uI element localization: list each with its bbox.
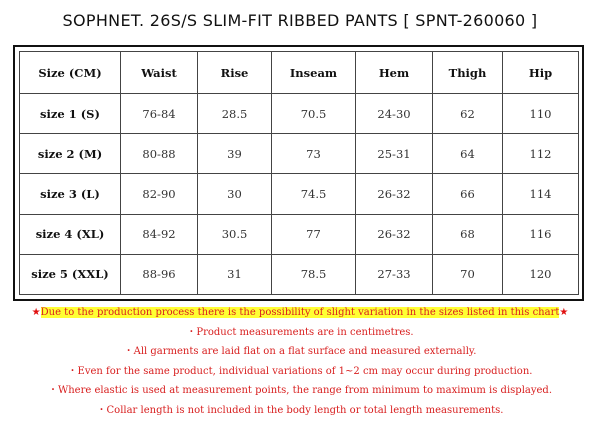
hem-value: 24-30 (356, 94, 433, 134)
hem-value: 25-31 (356, 134, 433, 174)
inseam-value: 77 (272, 214, 356, 254)
rise-value: 30.5 (198, 214, 272, 254)
size-label: size 5 (XXL) (20, 254, 121, 294)
disclaimer-highlight: Due to the production process there is the possibility of slight variation in the sizes listed in this chart (40, 307, 560, 318)
size-chart-frame (13, 45, 584, 301)
hem-value: 26-32 (356, 174, 433, 214)
header-hem: Hem (356, 52, 433, 94)
hip-value: 120 (503, 254, 579, 294)
size-label: size 3 (L) (20, 174, 121, 214)
size-label: size 1 (S) (20, 94, 121, 134)
inseam-value: 70.5 (272, 94, 356, 134)
note-item: ・Even for the same product, individual variations of 1~2 cm may occur during production. (67, 365, 533, 377)
waist-value: 82-90 (121, 174, 198, 214)
inseam-value: 73 (272, 134, 356, 174)
header-waist: Waist (121, 52, 198, 94)
hem-value: 26-32 (356, 214, 433, 254)
size-chart-table (19, 51, 579, 295)
table-row (20, 254, 579, 294)
thigh-value: 66 (433, 174, 503, 214)
table-row (20, 94, 579, 134)
disclaimer-line (0, 303, 600, 323)
size-label: size 4 (XL) (20, 214, 121, 254)
hip-value: 116 (503, 214, 579, 254)
inseam-value: 74.5 (272, 174, 356, 214)
header-size: Size (CM) (20, 52, 121, 94)
thigh-value: 70 (433, 254, 503, 294)
rise-value: 30 (198, 174, 272, 214)
table-header-row (20, 52, 579, 94)
thigh-value: 64 (433, 134, 503, 174)
table-row (20, 134, 579, 174)
table-row (20, 174, 579, 214)
notes-section (0, 303, 600, 420)
header-rise: Rise (198, 52, 272, 94)
thigh-value: 68 (433, 214, 503, 254)
page-title: SOPHNET. 26S/S SLIM-FIT RIBBED PANTS [ SPNT-260060 ] (62, 11, 538, 30)
rise-value: 28.5 (198, 94, 272, 134)
waist-value: 80-88 (121, 134, 198, 174)
hip-value: 112 (503, 134, 579, 174)
note-item: ・Where elastic is used at measurement points, the range from minimum to maximum is displayed. (47, 385, 553, 396)
rise-value: 39 (198, 134, 272, 174)
thigh-value: 62 (433, 94, 503, 134)
waist-value: 84-92 (121, 214, 198, 254)
note-item: ・All garments are laid flat on a flat surface and measured externally. (123, 346, 477, 357)
table-row (20, 214, 579, 254)
header-hip: Hip (503, 52, 579, 94)
note-item: ・Collar length is not included in the body length or total length measurements. (96, 404, 504, 416)
rise-value: 31 (198, 254, 272, 294)
waist-value: 76-84 (121, 94, 198, 134)
header-thigh: Thigh (433, 52, 503, 94)
inseam-value: 78.5 (272, 254, 356, 294)
size-label: size 2 (M) (20, 134, 121, 174)
waist-value: 88-96 (121, 254, 198, 294)
hip-value: 110 (503, 94, 579, 134)
star-icon: ★ (31, 307, 41, 318)
hip-value: 114 (503, 174, 579, 214)
header-inseam: Inseam (272, 52, 356, 94)
star-icon: ★ (559, 307, 569, 318)
hem-value: 27-33 (356, 254, 433, 294)
note-item: ・Product measurements are in centimetres. (186, 326, 414, 338)
